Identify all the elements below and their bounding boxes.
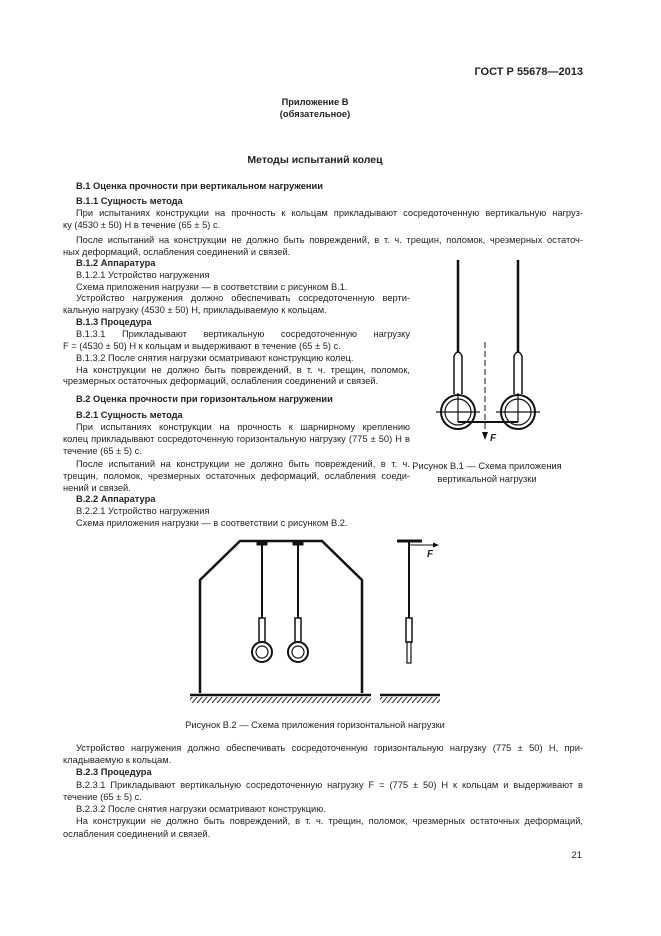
- body-text-line: В.1.3.2 После снятия нагрузки осматривают конструкцию колец.: [76, 353, 354, 363]
- body-text-line: Схема приложения нагрузки — в соответствии с рисунком В.1.: [76, 282, 348, 292]
- section-title: Методы испытаний колец: [247, 154, 383, 166]
- page-number: 21: [571, 850, 582, 860]
- frame: [200, 541, 362, 693]
- appendix-status: (обязательное): [279, 109, 351, 119]
- section-heading: В.2 Оценка прочности при горизонтальном нагружении: [76, 394, 333, 404]
- body-text-line: На конструкции не должно быть повреждений, в т. ч. трещин, поломок,: [76, 365, 410, 375]
- body-text-line: F = (4530 ± 50) Н к кольцам и выдерживают в течение (65 ± 5) с.: [63, 341, 341, 351]
- body-text-line: При испытаниях конструкции на прочность к кольцам прикладывают сосредоточенную вертикальную нагруз-: [76, 208, 583, 218]
- body-text-line: После испытаний на конструкции не должно быть повреждений, в т. ч. трещин, поломок, чрезмерных остаточ-: [76, 235, 583, 245]
- section-heading: В.1.1 Сущность метода: [76, 196, 183, 206]
- figure-b1-caption-cont: вертикальной нагрузки: [437, 474, 537, 484]
- body-text-line: трещин, поломок, чрезмерных остаточных деформаций, ослабления соеди-: [63, 471, 410, 481]
- body-text-line: нений и связей.: [63, 483, 131, 493]
- body-text-line: В.1.3.1 Прикладывают вертикальную сосредоточенную нагрузку: [76, 329, 410, 339]
- body-text-line: чрезмерных остаточных деформаций, ослабления соединений и связей.: [63, 376, 379, 386]
- body-text-line: В.2.3.1 Прикладывают вертикальную сосредоточенную нагрузку F = (775 ± 50) Н к кольцам и выдерживают в: [76, 780, 583, 790]
- figure-b1-caption: Рисунок В.1 — Схема приложения: [412, 461, 562, 471]
- body-text-line: колец прикладывают сосредоточенную горизонтальную нагрузку (775 ± 50) Н в: [63, 434, 410, 444]
- figure-b2-force-label: F: [427, 549, 434, 560]
- section-heading: В.2.3 Процедура: [76, 767, 152, 777]
- body-text-line: На конструкции не должно быть повреждений, в т. ч. трещин, поломок, чрезмерных остаточных деформаций,: [76, 816, 583, 826]
- body-text-line: течение (65 ± 5) с.: [63, 792, 142, 802]
- body-text-line: течение (65 ± 5) с.: [63, 446, 142, 456]
- body-text-line: В.2.3.2 После снятия нагрузки осматривают конструкцию.: [76, 804, 326, 814]
- body-text-line: кальную нагрузку (4530 ± 50) Н, прикладываемую к кольцам.: [63, 305, 327, 315]
- section-heading: В.2.1 Сущность метода: [76, 410, 183, 420]
- figure-b1-force-label: F: [490, 433, 497, 444]
- body-text-line: Устройство нагружения должно обеспечивать сосредоточенную горизонтальную нагрузку (775 ± 50) Н, при-: [76, 743, 583, 753]
- body-text-line: Схема приложения нагрузки — в соответствии с рисунком В.2.: [76, 518, 348, 528]
- body-text-line: кладываемую к кольцам.: [63, 755, 172, 765]
- section-heading: В.2.2 Аппаратура: [76, 494, 156, 504]
- body-text-line: В.1.2.1 Устройство нагружения: [76, 270, 210, 280]
- body-text-line: ку (4530 ± 50) Н в течение (65 ± 5) с.: [63, 220, 221, 230]
- appendix-title: Приложение В: [281, 97, 349, 107]
- body-text-line: Устройство нагружения должно обеспечивать сосредоточенную верти-: [76, 293, 410, 303]
- section-heading: В.1 Оценка прочности при вертикальном нагружении: [76, 181, 323, 191]
- body-text-line: В.2.2.1 Устройство нагружения: [76, 506, 210, 516]
- body-text-line: ных деформаций, ослабления соединений и связей.: [63, 247, 291, 257]
- figure-b2-caption: Рисунок В.2 — Схема приложения горизонтальной нагрузки: [185, 720, 445, 730]
- body-text-line: После испытаний на конструкции не должно быть повреждений, в т. ч.: [76, 459, 410, 469]
- body-text-line: ослабления соединений и связей.: [63, 829, 211, 839]
- body-text-line: При испытаниях конструкции на прочность к шарнирному креплению: [76, 422, 410, 432]
- section-heading: В.1.2 Аппаратура: [76, 258, 156, 268]
- standard-number: ГОСТ Р 55678—2013: [474, 66, 583, 78]
- section-heading: В.1.3 Процедура: [76, 317, 152, 327]
